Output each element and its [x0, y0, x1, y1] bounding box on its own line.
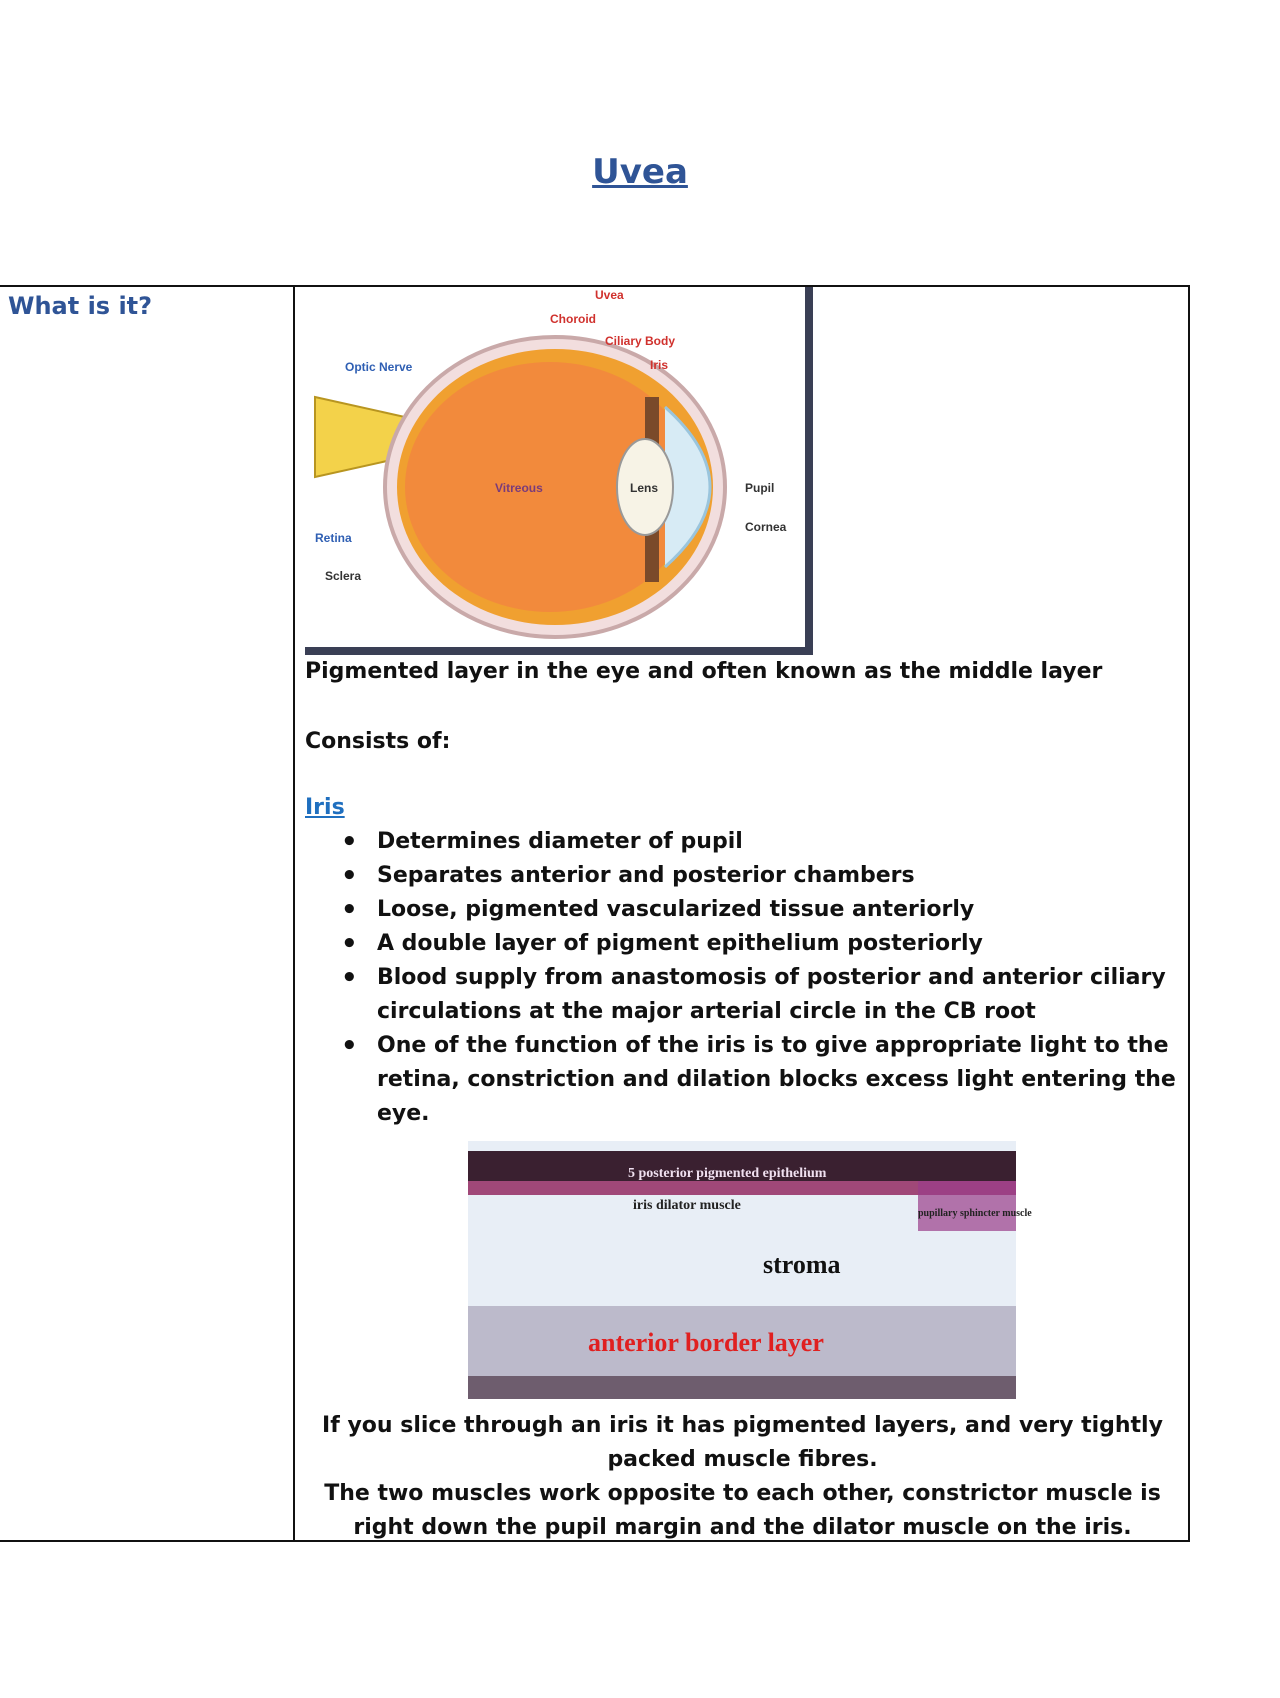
list-item: • A double layer of pigment epithelium posteriorly — [377, 927, 1180, 961]
page-title: Uvea — [592, 152, 688, 192]
iris-list — [305, 825, 1180, 1131]
label-dilator-muscle: iris dilator muscle — [633, 1198, 741, 1213]
iris-heading: Iris — [305, 795, 345, 820]
label-vitreous: Vitreous — [495, 481, 543, 495]
iris-histology-image — [468, 1141, 1032, 1399]
list-item: • Separates anterior and posterior chambers — [377, 859, 1180, 893]
eye-diagram — [305, 287, 813, 655]
label-anterior-border: anterior border layer — [588, 1328, 824, 1357]
list-item: • Loose, pigmented vascularized tissue anteriorly — [377, 893, 1180, 927]
table-right-border — [1188, 285, 1190, 1540]
label-uvea: Uvea — [595, 288, 624, 302]
consists-of-label: Consists of: — [305, 729, 451, 754]
row-label: What is it? — [8, 292, 153, 320]
label-stroma: stroma — [763, 1250, 841, 1279]
label-ciliary-body: Ciliary Body — [605, 334, 676, 348]
content-cell — [305, 287, 1180, 1545]
list-item: • Blood supply from anastomosis of posterior and anterior ciliary circulations at the major arterial circle in the CB root — [377, 961, 1180, 1029]
label-sclera: Sclera — [325, 569, 362, 583]
label-lens: Lens — [630, 481, 659, 495]
table-column-divider — [293, 285, 295, 1540]
label-choroid: Choroid — [550, 312, 596, 326]
label-optic-nerve: Optic Nerve — [345, 360, 413, 374]
label-posterior-epithelium: 5 posterior pigmented epithelium — [628, 1166, 827, 1181]
description-text: Pigmented layer in the eye and often known as the middle layer — [305, 659, 1103, 684]
label-retina: Retina — [315, 531, 352, 545]
label-iris: Iris — [650, 358, 669, 372]
label-cornea: Cornea — [745, 520, 787, 534]
list-item: • One of the function of the iris is to give appropriate light to the retina, constriction and dilation blocks excess light entering the eye. — [377, 1029, 1180, 1131]
closing-text-2: The two muscles work opposite to each other, constrictor muscle is right down the pupil margin and the dilator muscle on the iris. — [324, 1481, 1161, 1540]
closing-text-1: If you slice through an iris it has pigmented layers, and very tightly packed muscle fibres. — [322, 1413, 1163, 1472]
label-pupil: Pupil — [745, 481, 775, 495]
label-sphincter-muscle: pupillary sphincter muscle — [918, 1208, 1032, 1219]
list-item: • Determines diameter of pupil — [377, 825, 1180, 859]
